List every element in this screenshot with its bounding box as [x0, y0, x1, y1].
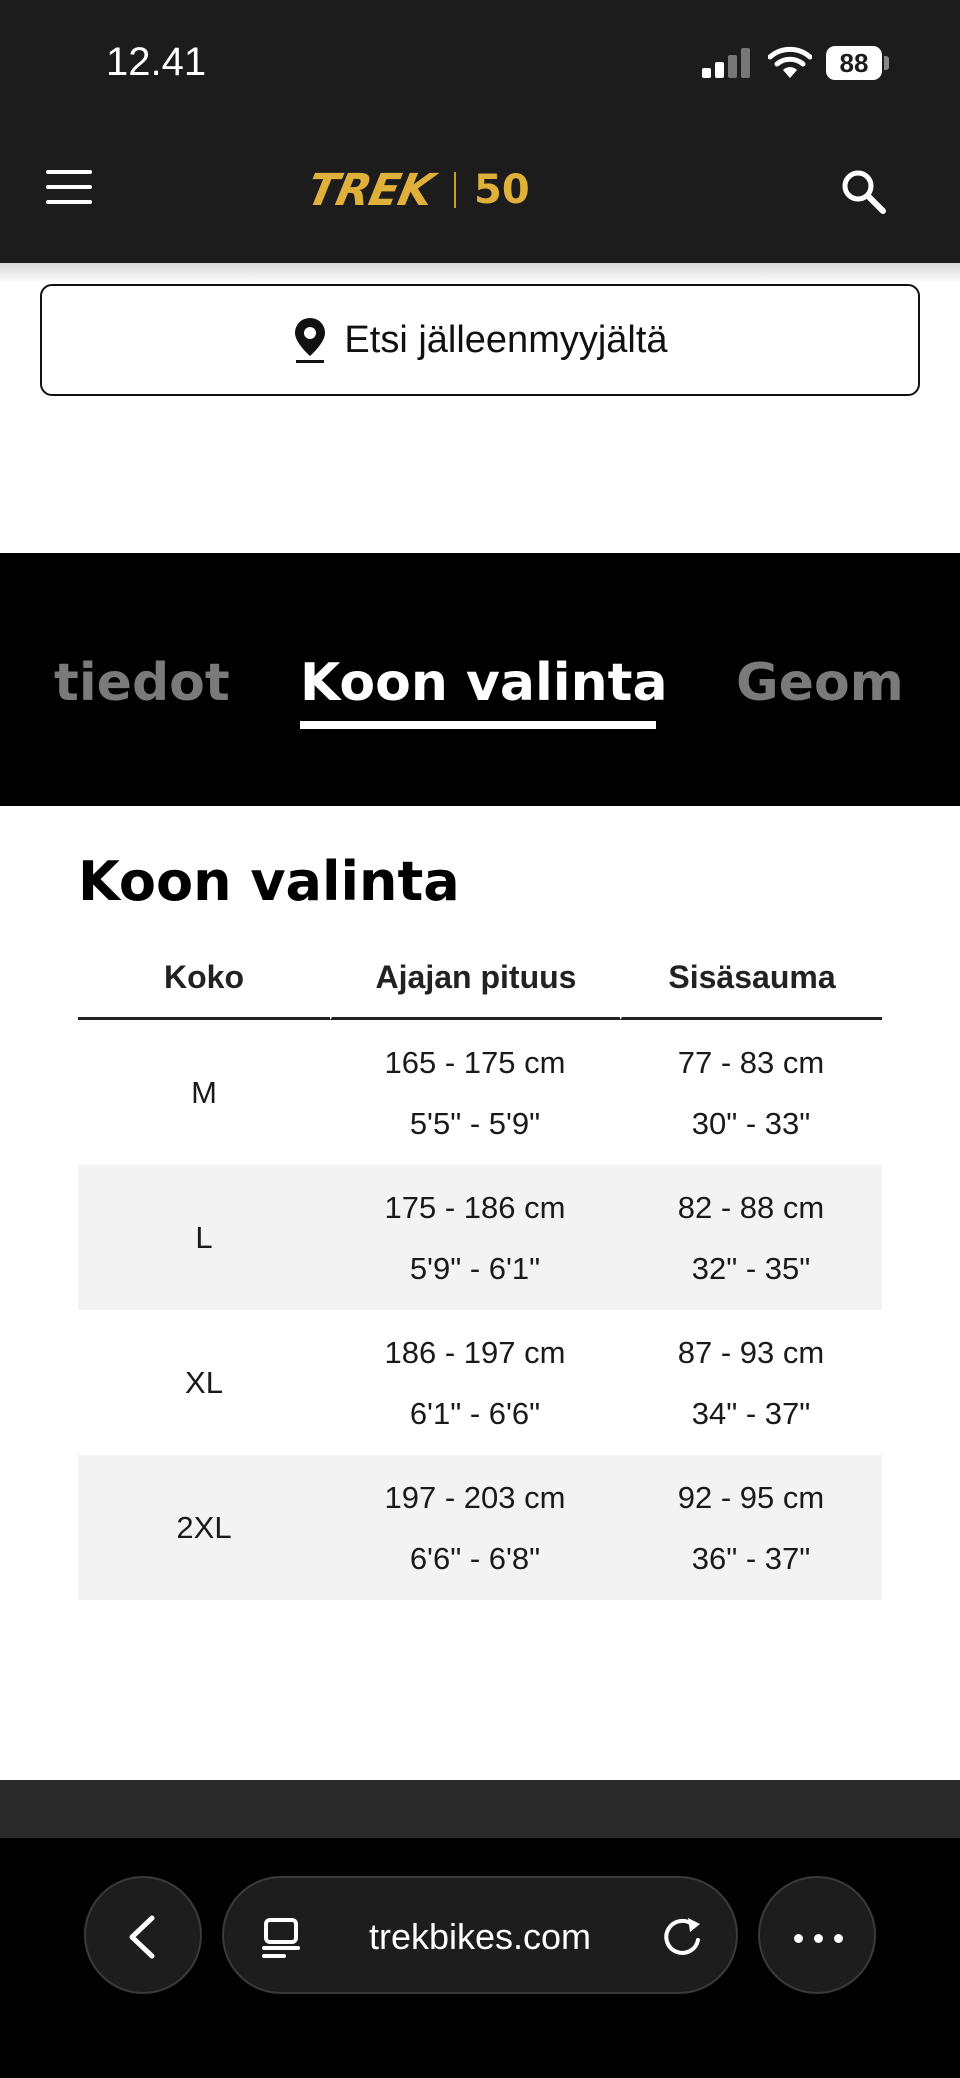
inseam-in: 36" - 37" [691, 1540, 811, 1576]
url-text: trekbikes.com [368, 1916, 592, 1957]
browser-toolbar [0, 1838, 960, 2078]
trek-logo[interactable] [302, 162, 530, 218]
logo-anniversary: 50 [474, 167, 530, 213]
back-button[interactable] [84, 1876, 202, 1994]
menu-icon[interactable] [46, 170, 92, 206]
height-cm: 197 - 203 cm [384, 1479, 566, 1515]
cell-inseam [620, 1020, 882, 1165]
address-bar[interactable] [222, 1876, 738, 1994]
reload-icon[interactable] [660, 1914, 706, 1960]
inseam-cm: 82 - 88 cm [677, 1189, 825, 1225]
search-icon[interactable] [838, 166, 888, 216]
table-header-row [78, 938, 882, 1020]
cell-rider-height [330, 1165, 620, 1310]
more-button[interactable] [758, 1876, 876, 1994]
tab-geometria[interactable]: Geom [736, 653, 904, 713]
back-icon [86, 1878, 204, 1996]
section-tabs [0, 553, 960, 806]
height-ft: 6'6" - 6'8" [409, 1540, 541, 1576]
height-cm: 186 - 197 cm [384, 1334, 566, 1370]
cell-rider-height [330, 1310, 620, 1455]
cell-inseam [620, 1455, 882, 1600]
cell-size: L [78, 1165, 330, 1310]
cell-rider-height [330, 1020, 620, 1165]
find-dealer-button[interactable] [40, 284, 920, 396]
battery-icon: 88 [826, 46, 882, 80]
find-dealer-label: Etsi jälleenmyyjältä [344, 318, 668, 361]
tab-koon-valinta[interactable]: Koon valinta [300, 653, 668, 713]
inseam-cm: 92 - 95 cm [677, 1479, 825, 1515]
header-shadow [0, 263, 960, 283]
battery-tip [884, 56, 889, 70]
logo-brand: TREK [302, 164, 438, 216]
footer-edge [0, 1780, 960, 1838]
height-cm: 175 - 186 cm [384, 1189, 566, 1225]
table-row [78, 1165, 882, 1310]
table-row [78, 1455, 882, 1600]
section-title: Koon valinta [78, 850, 460, 913]
column-header-size: Koko [78, 938, 330, 1020]
column-header-inseam: Sisäsauma [620, 938, 882, 1020]
location-pin-icon [292, 316, 328, 364]
height-ft: 5'5" - 5'9" [409, 1105, 541, 1141]
inseam-in: 32" - 35" [691, 1250, 811, 1286]
active-tab-indicator [300, 721, 656, 729]
table-row [78, 1310, 882, 1455]
inseam-in: 30" - 33" [691, 1105, 811, 1141]
inseam-cm: 77 - 83 cm [677, 1044, 825, 1080]
signal-icon [702, 48, 750, 78]
height-cm: 165 - 175 cm [384, 1044, 566, 1080]
cell-rider-height [330, 1455, 620, 1600]
cell-inseam [620, 1310, 882, 1455]
app-header [0, 0, 960, 263]
cell-size: M [191, 1075, 217, 1110]
cell-size: 2XL [78, 1455, 330, 1600]
table-row [78, 1020, 882, 1165]
cell-size: XL [185, 1365, 223, 1400]
status-time: 12.41 [106, 40, 207, 84]
inseam-cm: 87 - 93 cm [677, 1334, 825, 1370]
tab-tiedot[interactable]: tiedot [54, 653, 230, 713]
logo-divider [454, 172, 456, 208]
column-header-rider-height: Ajajan pituus [330, 938, 620, 1020]
height-ft: 6'1" - 6'6" [409, 1395, 541, 1431]
wifi-icon [768, 44, 812, 80]
inseam-in: 34" - 37" [691, 1395, 811, 1431]
cell-inseam [620, 1165, 882, 1310]
height-ft: 5'9" - 6'1" [409, 1250, 541, 1286]
size-table [78, 938, 882, 1600]
